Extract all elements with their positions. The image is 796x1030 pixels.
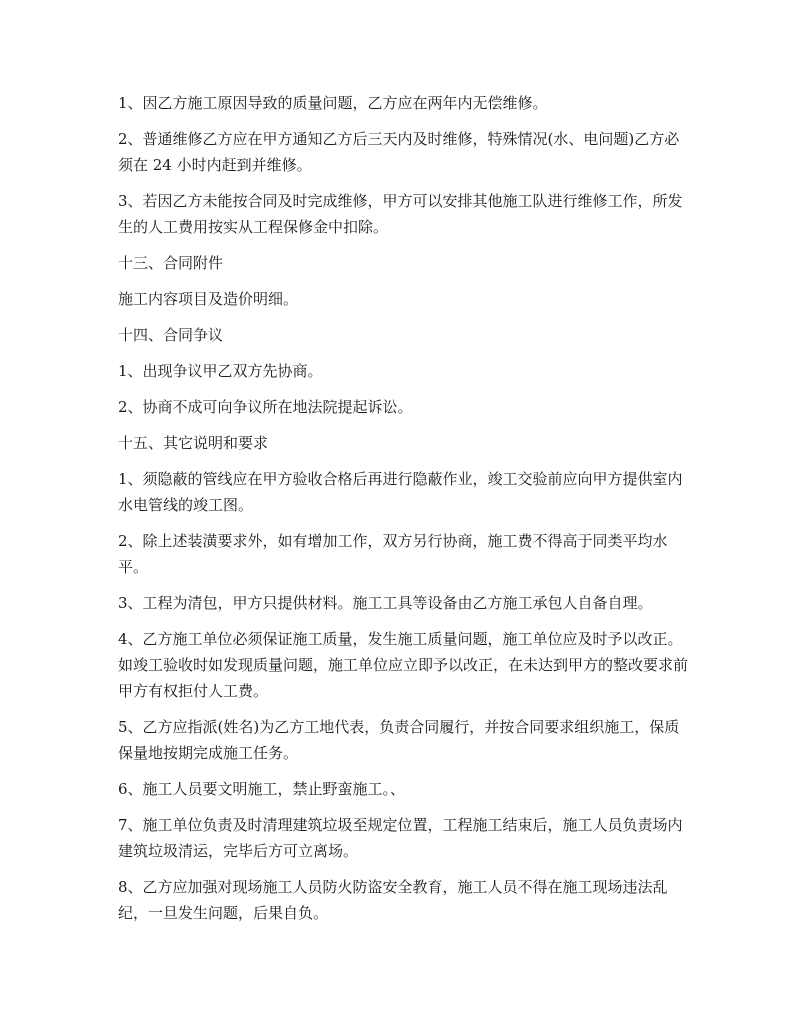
paragraph-other-4: 4、乙方施工单位必须保证施工质量，发生施工质量问题，施工单位应及时予以改正。如竣工验收时如发现质量问题，施工单位应立即予以改正，在未达到甲方的整改要求前甲方有权拒付人工费。 bbox=[118, 630, 689, 700]
paragraph-other-7: 7、施工单位负责及时清理建筑垃圾至规定位置，工程施工结束后，施工人员负责场内建筑垃圾清运，完毕后方可立离场。 bbox=[118, 816, 683, 860]
paragraph-dispute-2: 2、协商不成可向争议所在地法院提起诉讼。 bbox=[118, 398, 413, 416]
paragraph-other-2: 2、除上述装潢要求外，如有增加工作，双方另行协商，施工费不得高于同类平均水平。 bbox=[118, 532, 668, 576]
paragraph-warranty-1: 1、因乙方施工原因导致的质量问题，乙方应在两年内无偿维修。 bbox=[118, 94, 548, 112]
paragraph-warranty-3: 3、若因乙方未能按合同及时完成维修，甲方可以安排其他施工队进行维修工作，所发生的人工费用按实从工程保修金中扣除。 bbox=[118, 192, 683, 236]
paragraph-other-5: 5、乙方应指派(姓名)为乙方工地代表，负责合同履行，并按合同要求组织施工，保质保量地按期完成施工任务。 bbox=[118, 718, 680, 762]
section-heading-attachments: 十三、合同附件 bbox=[118, 254, 224, 272]
paragraph-other-8: 8、乙方应加强对现场施工人员防火防盗安全教育，施工人员不得在施工现场违法乱纪，一旦发生问题，后果自负。 bbox=[118, 878, 668, 922]
paragraph-other-1: 1、须隐蔽的管线应在甲方验收合格后再进行隐蔽作业，竣工交验前应向甲方提供室内水电管线的竣工图。 bbox=[118, 470, 683, 514]
paragraph-attachments: 施工内容项目及造价明细。 bbox=[118, 290, 299, 308]
paragraph-warranty-2: 2、普通维修乙方应在甲方通知乙方后三天内及时维修，特殊情况(水、电问题)乙方必须在 24 小时内赶到并维修。 bbox=[118, 130, 680, 174]
paragraph-other-6: 6、施工人员要文明施工，禁止野蛮施工。、 bbox=[118, 780, 406, 798]
section-heading-other: 十五、其它说明和要求 bbox=[118, 434, 269, 452]
paragraph-dispute-1: 1、出现争议甲乙双方先协商。 bbox=[118, 362, 323, 380]
section-heading-disputes: 十四、合同争议 bbox=[118, 326, 224, 344]
paragraph-other-3: 3、工程为清包，甲方只提供材料。施工工具等设备由乙方施工承包人自备自理。 bbox=[118, 594, 653, 612]
document-body bbox=[118, 90, 688, 936]
